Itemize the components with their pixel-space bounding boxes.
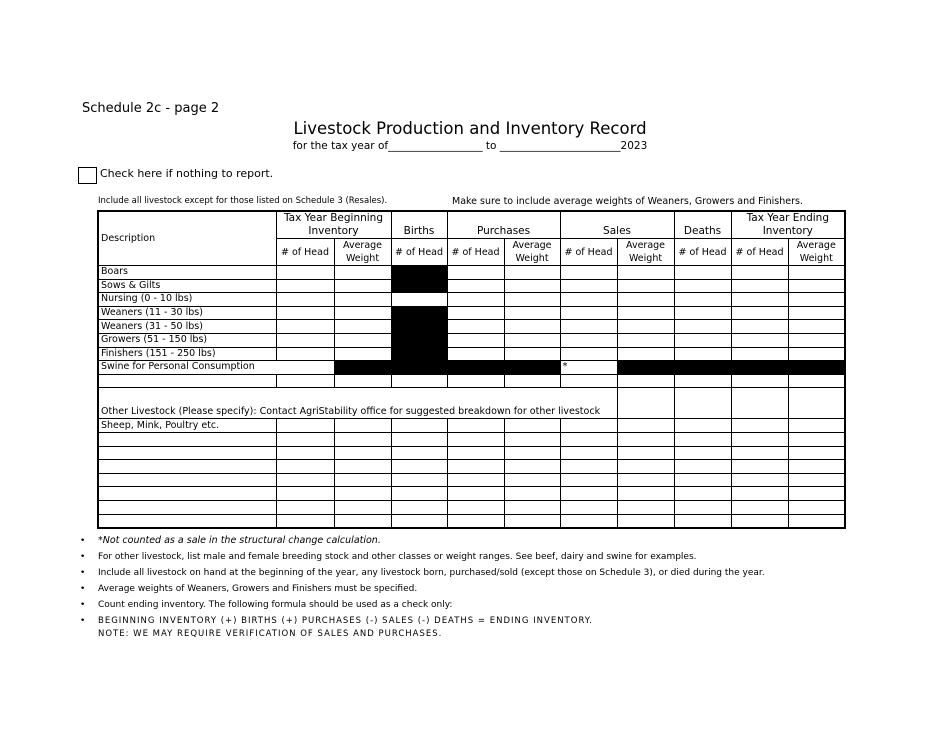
header-sales: Sales (560, 211, 674, 239)
footnote-item (78, 613, 765, 629)
input-cell[interactable] (731, 293, 788, 307)
table-row (98, 279, 845, 293)
input-cell[interactable] (731, 388, 788, 419)
header-description: Description (98, 211, 276, 266)
row-label: Boars (98, 266, 276, 280)
input-cell[interactable] (731, 473, 788, 487)
input-cell[interactable] (674, 487, 731, 501)
input-cell[interactable] (731, 266, 788, 280)
input-cell[interactable] (560, 487, 617, 501)
table-row (98, 500, 845, 514)
input-cell[interactable] (788, 487, 845, 501)
input-cell[interactable] (617, 500, 674, 514)
subheader-head: # of Head (560, 239, 617, 266)
input-cell[interactable] (504, 514, 560, 528)
input-cell[interactable] (391, 293, 447, 307)
table-row-blank (98, 374, 845, 388)
footnote-item (78, 597, 765, 613)
input-cell[interactable] (334, 266, 391, 280)
footnote-text: Count ending inventory. The following formula should be used as a check only: (98, 600, 453, 610)
header-births: Births (391, 211, 447, 239)
row-label: Sows & Gilts (98, 279, 276, 293)
input-cell[interactable] (504, 293, 560, 307)
input-cell[interactable] (731, 446, 788, 460)
input-cell[interactable] (276, 374, 334, 388)
row-label: Growers (51 - 150 lbs) (98, 333, 276, 347)
input-cell[interactable] (276, 279, 334, 293)
input-cell[interactable] (617, 374, 674, 388)
input-cell[interactable] (788, 432, 845, 446)
input-cell[interactable] (617, 320, 674, 334)
input-cell[interactable] (731, 500, 788, 514)
blocked-cell (391, 320, 447, 334)
bullet-icon: • (80, 616, 87, 626)
input-cell[interactable] (674, 333, 731, 347)
input-cell[interactable] (276, 320, 334, 334)
input-cell[interactable] (504, 347, 560, 361)
input-cell[interactable] (98, 446, 276, 460)
input-cell[interactable] (560, 446, 617, 460)
subheader-head: # of Head (276, 239, 334, 266)
blocked-cell (391, 266, 447, 280)
table-row (98, 473, 845, 487)
input-cell[interactable] (674, 460, 731, 474)
input-cell[interactable] (617, 460, 674, 474)
input-cell[interactable] (276, 473, 334, 487)
header-beginning-inventory: Tax Year Beginning Inventory (276, 211, 391, 239)
subheader-head: # of Head (391, 239, 447, 266)
subheader-weight: Average Weight (504, 239, 560, 266)
input-cell[interactable] (276, 293, 334, 307)
table-row (98, 333, 845, 347)
bullet-icon: • (80, 584, 86, 594)
input-cell[interactable] (447, 432, 504, 446)
schedule-label: Schedule 2c - page 2 (82, 101, 220, 116)
table-row (98, 432, 845, 446)
input-cell[interactable] (334, 500, 391, 514)
input-cell[interactable] (560, 279, 617, 293)
page-title: Livestock Production and Inventory Record (293, 119, 647, 138)
input-cell[interactable] (674, 432, 731, 446)
footnote-item (78, 565, 765, 581)
input-cell[interactable] (731, 419, 788, 433)
input-cell[interactable] (504, 374, 560, 388)
input-cell[interactable] (788, 500, 845, 514)
input-cell[interactable] (334, 333, 391, 347)
input-cell[interactable] (447, 266, 504, 280)
input-cell[interactable] (560, 266, 617, 280)
input-cell[interactable] (560, 374, 617, 388)
input-cell[interactable] (731, 432, 788, 446)
table-row (98, 320, 845, 334)
footnote-item (78, 581, 765, 597)
input-cell[interactable] (276, 419, 334, 433)
table-row (98, 293, 845, 307)
input-cell[interactable] (617, 446, 674, 460)
table-row (98, 446, 845, 460)
input-cell[interactable] (731, 460, 788, 474)
bullet-icon: • (80, 568, 86, 578)
input-cell[interactable] (617, 279, 674, 293)
input-cell[interactable] (447, 500, 504, 514)
input-cell[interactable] (334, 514, 391, 528)
input-cell[interactable] (560, 500, 617, 514)
input-cell[interactable] (447, 347, 504, 361)
input-cell[interactable] (334, 446, 391, 460)
input-cell[interactable] (447, 419, 504, 433)
input-cell[interactable] (560, 514, 617, 528)
input-cell[interactable] (788, 333, 845, 347)
input-cell[interactable] (276, 333, 334, 347)
header-deaths: Deaths (674, 211, 731, 239)
input-cell[interactable] (334, 306, 391, 320)
input-cell[interactable] (447, 320, 504, 334)
subheader-head: # of Head (447, 239, 504, 266)
input-cell[interactable] (788, 266, 845, 280)
input-cell[interactable] (788, 306, 845, 320)
input-cell[interactable] (617, 347, 674, 361)
subheader-weight: Average Weight (334, 239, 391, 266)
table-row (98, 306, 845, 320)
input-cell[interactable] (98, 460, 276, 474)
input-cell[interactable] (674, 347, 731, 361)
table-row (98, 487, 845, 501)
table-row-personal-consumption (98, 361, 845, 375)
input-cell[interactable] (391, 487, 447, 501)
input-cell[interactable] (788, 293, 845, 307)
input-cell[interactable] (334, 279, 391, 293)
input-cell[interactable] (98, 500, 276, 514)
note-average-weights: Make sure to include average weights of Weaners, Growers and Finishers. (452, 196, 803, 207)
input-cell[interactable] (504, 460, 560, 474)
input-cell[interactable] (334, 487, 391, 501)
input-cell[interactable] (674, 388, 731, 419)
table-row (98, 514, 845, 528)
input-cell[interactable] (391, 374, 447, 388)
input-cell[interactable] (788, 460, 845, 474)
table-row (98, 266, 845, 280)
row-label: Nursing (0 - 10 lbs) (98, 293, 276, 307)
input-cell[interactable] (391, 514, 447, 528)
input-cell[interactable] (617, 432, 674, 446)
row-label: Finishers (151 - 250 lbs) (98, 347, 276, 361)
input-cell[interactable] (334, 419, 391, 433)
input-cell[interactable] (334, 432, 391, 446)
input-cell[interactable] (560, 432, 617, 446)
input-cell[interactable] (447, 279, 504, 293)
input-cell[interactable] (617, 266, 674, 280)
input-cell[interactable] (674, 306, 731, 320)
input-cell[interactable] (788, 388, 845, 419)
input-cell[interactable] (617, 487, 674, 501)
input-cell[interactable] (276, 487, 334, 501)
row-label: Weaners (31 - 50 lbs) (98, 320, 276, 334)
footnote-item (78, 533, 765, 549)
subheader-weight: Average Weight (617, 239, 674, 266)
input-cell[interactable] (447, 473, 504, 487)
input-cell[interactable] (674, 279, 731, 293)
input-cell[interactable] (674, 374, 731, 388)
nothing-to-report-checkbox[interactable] (78, 167, 97, 184)
blocked-cell (391, 333, 447, 347)
verification-note: NOTE: WE MAY REQUIRE VERIFICATION OF SALES AND PURCHASES. (98, 629, 443, 639)
input-cell[interactable] (276, 460, 334, 474)
input-cell[interactable] (504, 500, 560, 514)
input-cell[interactable] (504, 266, 560, 280)
table-row (98, 419, 845, 433)
input-cell[interactable] (788, 419, 845, 433)
input-cell[interactable] (560, 306, 617, 320)
input-cell[interactable] (276, 432, 334, 446)
input-cell[interactable] (391, 460, 447, 474)
inventory-table (97, 210, 846, 529)
footnote-text: Average weights of Weaners, Growers and Finishers must be specified. (98, 584, 418, 594)
input-cell[interactable] (504, 279, 560, 293)
input-cell[interactable] (617, 293, 674, 307)
note-include-livestock: Include all livestock except for those listed on Schedule 3 (Resales). (98, 196, 388, 206)
subheader-head: # of Head (731, 239, 788, 266)
input-cell[interactable] (674, 266, 731, 280)
input-cell[interactable] (391, 432, 447, 446)
input-cell[interactable] (560, 347, 617, 361)
input-cell[interactable] (731, 374, 788, 388)
nothing-to-report-label: Check here if nothing to report. (100, 167, 274, 180)
input-cell[interactable] (98, 374, 276, 388)
input-cell[interactable] (276, 500, 334, 514)
input-cell[interactable] (731, 306, 788, 320)
footnote-text: For other livestock, list male and female breeding stock and other classes or weight ranges. See beef, dairy and swine for examples. (98, 552, 697, 562)
header-ending-inventory: Tax Year Ending Inventory (731, 211, 845, 239)
input-cell[interactable] (334, 460, 391, 474)
input-cell[interactable] (788, 279, 845, 293)
blocked-cell (391, 306, 447, 320)
bullet-icon: • (80, 600, 86, 610)
row-label: Swine for Personal Consumption (98, 361, 334, 375)
input-cell[interactable] (98, 432, 276, 446)
input-cell[interactable] (731, 320, 788, 334)
input-cell[interactable] (731, 487, 788, 501)
input-cell[interactable] (504, 320, 560, 334)
input-cell[interactable] (447, 306, 504, 320)
subheader-weight: Average Weight (788, 239, 845, 266)
table-row (98, 460, 845, 474)
input-cell[interactable] (447, 293, 504, 307)
input-cell[interactable] (334, 320, 391, 334)
blocked-cell (334, 361, 560, 375)
input-cell[interactable] (731, 347, 788, 361)
blocked-cell (617, 361, 845, 375)
input-cell[interactable] (391, 446, 447, 460)
header-purchases: Purchases (447, 211, 560, 239)
input-cell[interactable] (447, 374, 504, 388)
input-cell[interactable] (447, 514, 504, 528)
input-cell[interactable] (674, 514, 731, 528)
input-cell[interactable] (674, 320, 731, 334)
input-cell[interactable] (617, 333, 674, 347)
footnote-text: Include all livestock on hand at the beginning of the year, any livestock born, purchased/sold (except those on Schedule 3), or died during the year. (98, 568, 765, 578)
table-row (98, 347, 845, 361)
bullet-icon: • (80, 536, 86, 546)
input-cell[interactable] (560, 473, 617, 487)
input-cell[interactable] (334, 473, 391, 487)
footnote-text: BEGINNING INVENTORY (+) BIRTHS (+) PURCHASES (-) SALES (-) DEATHS = ENDING INVENTORY. (98, 616, 593, 626)
input-cell[interactable] (334, 347, 391, 361)
input-cell[interactable] (731, 279, 788, 293)
input-cell[interactable] (334, 293, 391, 307)
input-cell[interactable] (98, 473, 276, 487)
input-cell[interactable] (391, 500, 447, 514)
input-cell[interactable] (560, 460, 617, 474)
input-cell[interactable] (447, 446, 504, 460)
row-label: Weaners (11 - 30 lbs) (98, 306, 276, 320)
input-cell[interactable] (276, 514, 334, 528)
input-cell[interactable] (560, 333, 617, 347)
input-cell[interactable] (788, 514, 845, 528)
input-cell[interactable] (617, 306, 674, 320)
input-cell[interactable] (788, 374, 845, 388)
input-cell[interactable] (504, 419, 560, 433)
blocked-cell (391, 279, 447, 293)
input-cell[interactable] (447, 487, 504, 501)
input-cell[interactable] (788, 347, 845, 361)
input-cell[interactable] (504, 432, 560, 446)
input-cell[interactable] (504, 306, 560, 320)
asterisk-cell[interactable]: * (560, 361, 617, 375)
blocked-cell (391, 347, 447, 361)
input-cell[interactable] (617, 388, 674, 419)
input-cell[interactable] (560, 320, 617, 334)
input-cell[interactable] (447, 460, 504, 474)
input-cell[interactable] (504, 487, 560, 501)
input-cell[interactable] (788, 473, 845, 487)
input-cell[interactable] (560, 293, 617, 307)
footnote-item (78, 549, 765, 565)
input-cell[interactable] (674, 446, 731, 460)
input-cell[interactable] (788, 446, 845, 460)
input-cell[interactable] (276, 266, 334, 280)
input-cell[interactable] (504, 473, 560, 487)
input-cell[interactable] (447, 333, 504, 347)
input-cell[interactable] (560, 419, 617, 433)
input-cell[interactable] (504, 446, 560, 460)
input-cell[interactable] (504, 333, 560, 347)
row-label: Sheep, Mink, Poultry etc. (98, 419, 276, 433)
input-cell[interactable] (617, 473, 674, 487)
input-cell[interactable] (731, 333, 788, 347)
input-cell[interactable] (674, 473, 731, 487)
footnotes-list (78, 533, 765, 629)
input-cell[interactable] (276, 446, 334, 460)
input-cell[interactable] (731, 514, 788, 528)
input-cell[interactable] (674, 419, 731, 433)
other-livestock-label: Other Livestock (Please specify): Contact AgriStability office for suggested breakdown for other livestock (98, 388, 617, 419)
input-cell[interactable] (788, 320, 845, 334)
subheader-head: # of Head (674, 239, 731, 266)
input-cell[interactable] (674, 293, 731, 307)
input-cell[interactable] (617, 514, 674, 528)
input-cell[interactable] (334, 374, 391, 388)
table-row-other-livestock-label (98, 388, 845, 419)
input-cell[interactable] (276, 306, 334, 320)
input-cell[interactable] (674, 500, 731, 514)
input-cell[interactable] (391, 473, 447, 487)
input-cell[interactable] (98, 514, 276, 528)
input-cell[interactable] (391, 419, 447, 433)
input-cell[interactable] (617, 419, 674, 433)
bullet-icon: • (80, 552, 86, 562)
footnote-text: *Not counted as a sale in the structural change calculation. (98, 535, 381, 546)
input-cell[interactable] (98, 487, 276, 501)
input-cell[interactable] (276, 347, 334, 361)
tax-year-line: for the tax year of__________________ to _______________________2023 (292, 140, 648, 152)
